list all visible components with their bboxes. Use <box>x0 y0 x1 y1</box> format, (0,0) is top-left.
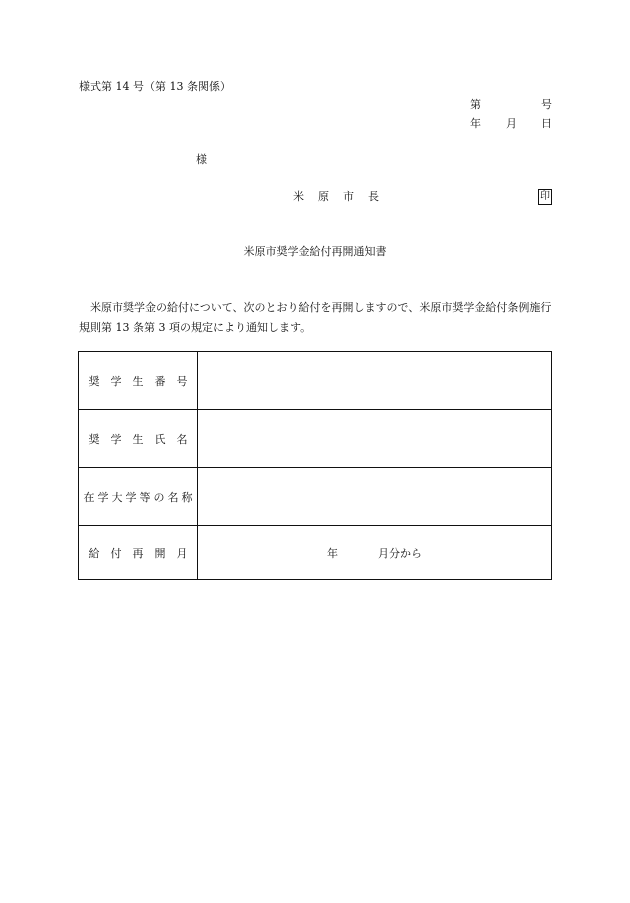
table-row <box>79 468 552 526</box>
student-name-label: 奨学生氏名 <box>88 432 199 446</box>
resume-month-unit: 月分から <box>378 546 422 560</box>
student-name-field[interactable] <box>198 410 552 468</box>
table-label-cell <box>79 468 198 526</box>
table-row <box>79 526 552 580</box>
school-name-field[interactable] <box>198 468 552 526</box>
date-year-label: 年 <box>470 117 481 130</box>
student-number-field[interactable] <box>198 352 552 410</box>
document-title: 米原市奨学金給付再開通知書 <box>243 245 387 258</box>
issuer-title: 米原市長 <box>293 190 393 203</box>
date-day-label: 日 <box>541 117 552 130</box>
table-label-cell <box>79 526 198 580</box>
date-month-label: 月 <box>506 117 517 130</box>
resume-month-label: 給付再開月 <box>88 546 199 560</box>
table-label-cell <box>79 410 198 468</box>
table-row <box>79 410 552 468</box>
resume-year-unit: 年 <box>327 546 338 560</box>
addressee-suffix: 様 <box>196 153 207 166</box>
school-name-label: 在学大学等の名称 <box>83 490 196 504</box>
document-number-suffix: 号 <box>541 98 552 111</box>
resume-month-field[interactable] <box>198 526 552 580</box>
form-number: 様式第 14 号（第 13 条関係） <box>79 80 231 93</box>
document-number-label: 第 <box>470 98 481 111</box>
table-row <box>79 352 552 410</box>
info-table <box>78 351 552 580</box>
table-label-cell <box>79 352 198 410</box>
seal-mark: 印 <box>538 189 552 205</box>
body-paragraph: 米原市奨学金の給付について、次のとおり給付を再開しますので、米原市奨学金給付条例施行規則第 13 条第 3 項の規定により通知します。 <box>79 301 552 334</box>
student-number-label: 奨学生番号 <box>88 374 199 388</box>
